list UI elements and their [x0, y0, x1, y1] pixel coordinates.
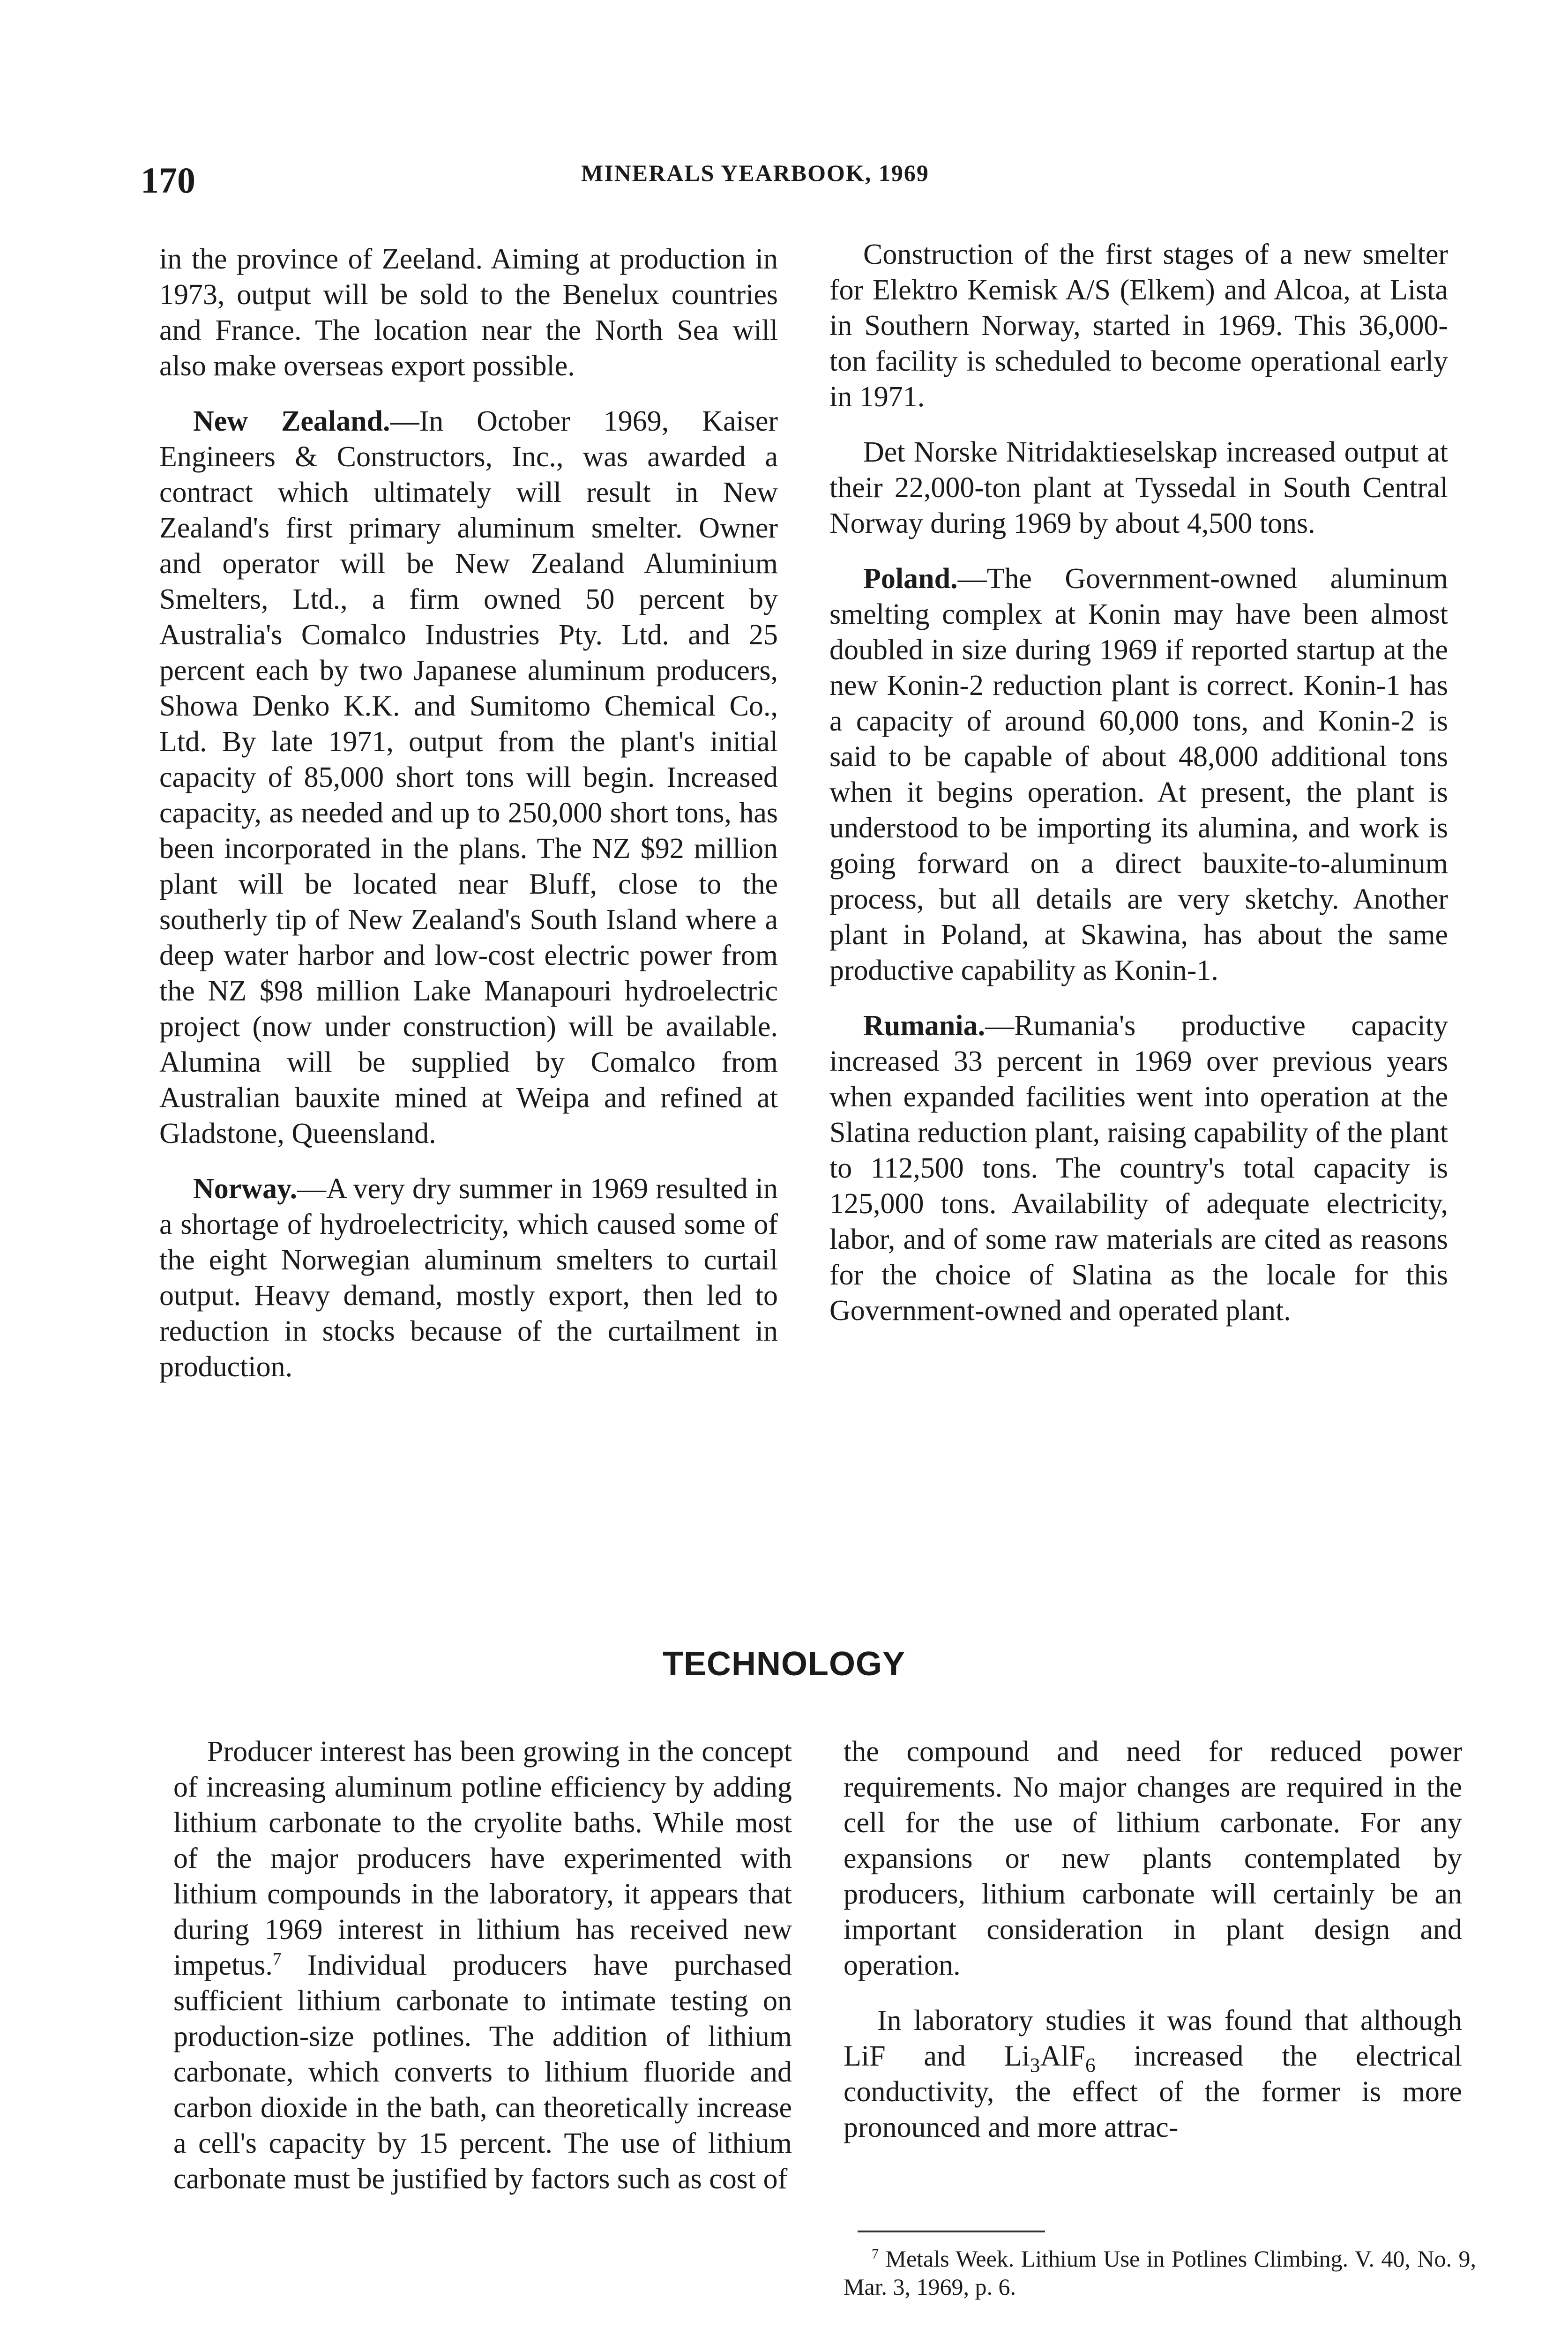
rumania-text: —Rumania's productive capacity increased 33 percent in 1969 over previous years when expanded facilities went into operation at the Slatina reduction plant, raising capability of the plant to 112,500 tons. The country's total capacity is 125,000 tons. Availability of adequate electricity, labor, and of some raw materials are cited as reasons for the choice of Slatina as the locale for this Government-owned and operated plant.	[829, 1010, 1448, 1327]
norway-text: —A very dry summer in 1969 resulted in a shortage of hydroelectricity, which caused some of the eight Norwegian aluminum smelters to curtail output. Heavy demand, mostly export, then led to reduction in stocks because of the curtailment in production.	[159, 1173, 778, 1383]
new-zealand-text: —In October 1969, Kaiser Engineers & Constructors, Inc., was awarded a contract which ultimately will result in New Zealand's first primary aluminum smelter. Owner and operator will be New Zealand Aluminium Smelters, Ltd., a firm owned 50 percent by Australia's Comalco Industries Pty. Ltd. and 25 percent each by two Japanese aluminum producers, Showa Denko K.K. and Sumitomo Chemical Co., Ltd. By late 1971, output from the plant's initial capacity of 85,000 short tons will begin. Increased capacity, as needed and up to 250,000 short tons, has been incorporated in the plans. The NZ $92 million plant will be located near Bluff, close to the southerly tip of New Zealand's South Island where a deep water harbor and low-cost electric power from the NZ $98 million Lake Manapouri hydroelectric project (now under construction) will be available. Alumina will be supplied by Comalco from Australian bauxite mined at Weipa and refined at Gladstone, Queensland.	[159, 405, 778, 1149]
lab-subscript-1: 3	[1030, 2054, 1040, 2077]
footnote-reference: 7	[272, 1949, 282, 1969]
poland-text: —The Government-owned aluminum smelting complex at Konin may have been almost doubled in size during 1969 if reported startup at the new Konin-2 reduction plant is correct. Konin-1 has a capacity of around 60,000 tons, and Konin-2 is said to be capable of about 48,000 additional tons when it begins operation. At present, the plant is understood to be importing its alumina, and work is going forward on a direct bauxite-to-aluminum process, but all details are very sketchy. Another plant in Poland, at Skawina, has about the same productive capability as Konin-1.	[829, 563, 1448, 986]
bottom-left-column	[173, 1734, 792, 2216]
running-title: MINERALS YEARBOOK, 1969	[581, 160, 929, 186]
paragraph-nitridaktieselskap: Det Norske Nitridaktieselskap increased output at their 22,000-ton plant at Tyssedal in South Central Norway during 1969 by about 4,500 tons.	[829, 436, 1448, 539]
footnote-marker: 7	[872, 2246, 879, 2262]
footnote-divider	[858, 2231, 1045, 2232]
top-right-column	[829, 237, 1448, 1348]
paragraph-laboratory-studies	[844, 2003, 1462, 2145]
footnote-text: Metals Week. Lithium Use in Potlines Climbing. V. 40, No. 9, Mar. 3, 1969, p. 6.	[844, 2246, 1476, 2300]
lithium-interest-text-b: Individual producers have purchased sufficient lithium carbonate to intimate testing on production-size potlines. The addition of lithium carbonate, which converts to lithium fluoride and carbon dioxide in the bath, can theoretically increase a cell's capacity by 15 percent. The use of lithium carbonate must be justified by factors such as cost of	[173, 1949, 792, 2195]
poland-heading: Poland.	[863, 563, 958, 595]
paragraph-norway	[159, 1171, 778, 1385]
rumania-heading: Rumania.	[863, 1010, 986, 1042]
lab-text-a: In laboratory studies it was found that although LiF and Li	[844, 2005, 1462, 2072]
paragraph-zeeland: in the province of Zeeland. Aiming at production in 1973, output will be sold to the Benelux countries and France. The location near the North Sea will also make overseas export possible.	[159, 243, 778, 382]
footnote	[844, 2245, 1476, 2301]
lab-subscript-2: 6	[1085, 2054, 1096, 2077]
paragraph-new-zealand	[159, 403, 778, 1151]
page-number: 170	[141, 160, 195, 201]
lab-text-b: AlF	[1040, 2040, 1085, 2072]
paragraph-compound-requirements: the compound and need for reduced power requirements. No major changes are required in the cell for the use of lithium carbonate. For any expansions or new plants contemplated by producers, lithium carbonate will certainly be an important consideration in plant design and operation.	[844, 1736, 1462, 1981]
top-left-column	[159, 241, 778, 1404]
paragraph-elkem: Construction of the first stages of a new smelter for Elektro Kemisk A/S (Elkem) and Alcoa, at Lista in Southern Norway, started in 1969. This 36,000-ton facility is scheduled to become operational early in 1971.	[829, 239, 1448, 413]
lab-text-c: increased the electrical conductivity, the effect of the former is more pronounced and more attrac-	[844, 2040, 1462, 2143]
bottom-right-column	[844, 1734, 1462, 2165]
paragraph-lithium-interest	[173, 1734, 792, 2197]
new-zealand-heading: New Zealand.	[193, 405, 390, 437]
section-title-technology: TECHNOLOGY	[662, 1645, 905, 1683]
norway-heading: Norway.	[193, 1173, 298, 1205]
paragraph-rumania	[829, 1008, 1448, 1328]
lithium-interest-text-a: Producer interest has been growing in the concept of increasing aluminum potline efficiency by adding lithium carbonate to the cryolite baths. While most of the major producers have experimented with lithium compounds in the laboratory, it appears that during 1969 interest in lithium has received new impetus.	[173, 1736, 792, 1981]
paragraph-poland	[829, 561, 1448, 988]
